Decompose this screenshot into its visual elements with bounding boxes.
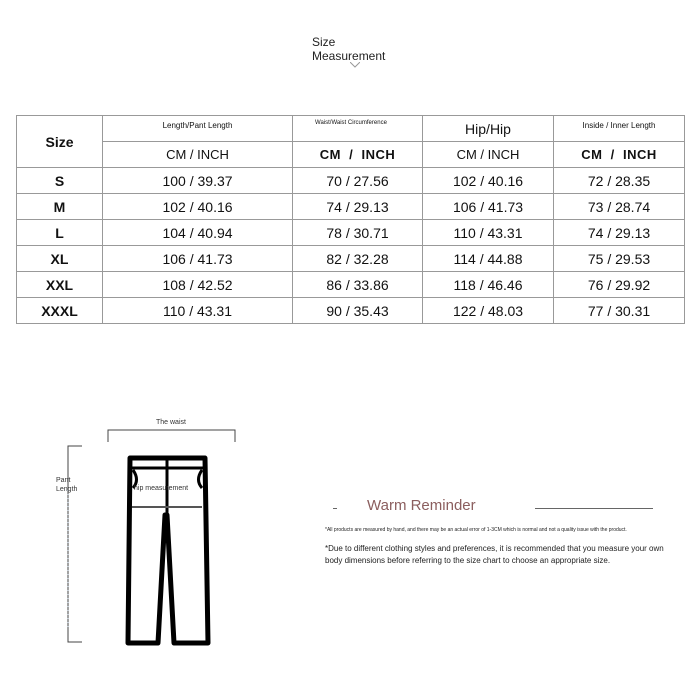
- measurement-cell: 77 / 30.31: [554, 298, 685, 324]
- size-cell: L: [17, 220, 103, 246]
- unit-label: CM / INCH: [554, 142, 685, 168]
- pants-diagram: [40, 400, 260, 660]
- measurement-cell: 90 / 35.43: [293, 298, 423, 324]
- measurement-cell: 75 / 29.53: [554, 246, 685, 272]
- measurement-cell: 118 / 46.46: [423, 272, 554, 298]
- length-label: Pant Length: [56, 477, 78, 493]
- unit-label: CM / INCH: [103, 142, 293, 168]
- table-row: [17, 168, 685, 194]
- page-title: [312, 35, 385, 63]
- measurement-cell: 73 / 28.74: [554, 194, 685, 220]
- measurement-cell: 110 / 43.31: [103, 298, 293, 324]
- measurement-cell: 102 / 40.16: [103, 194, 293, 220]
- title-line-1: Size: [312, 35, 336, 49]
- size-cell: S: [17, 168, 103, 194]
- measurement-cell: 78 / 30.71: [293, 220, 423, 246]
- measurement-cell: 106 / 41.73: [103, 246, 293, 272]
- measurement-cell: 114 / 44.88: [423, 246, 554, 272]
- pants-icon: [40, 400, 260, 660]
- measurement-cell: 72 / 28.35: [554, 168, 685, 194]
- table-row: [17, 246, 685, 272]
- reminder-note: *Due to different clothing styles and preferences, it is recommended that you measure your own body dimensions before referring to the size chart to choose an appropriate size.: [325, 544, 664, 565]
- hip-label: hip measurement: [134, 485, 189, 492]
- measurement-cell: 102 / 40.16: [423, 168, 554, 194]
- table-row: [17, 272, 685, 298]
- divider: [333, 508, 337, 509]
- measurement-cell: 74 / 29.13: [293, 194, 423, 220]
- unit-label: CM / INCH: [293, 142, 423, 168]
- reminder-note: *All products are measured by hand, and there may be an actual error of 1-3CM which is normal and not a quality issue with the product.: [325, 527, 627, 533]
- column-header: Length/Pant Length: [103, 116, 293, 142]
- size-cell: XXL: [17, 272, 103, 298]
- table-row: [17, 298, 685, 324]
- size-header: Size: [17, 116, 103, 168]
- measurement-cell: 86 / 33.86: [293, 272, 423, 298]
- measurement-cell: 122 / 48.03: [423, 298, 554, 324]
- chevron-down-icon: [350, 62, 360, 68]
- measurement-cell: 70 / 27.56: [293, 168, 423, 194]
- measurement-cell: 106 / 41.73: [423, 194, 554, 220]
- waist-label: The waist: [156, 419, 186, 426]
- measurement-cell: 82 / 32.28: [293, 246, 423, 272]
- size-cell: M: [17, 194, 103, 220]
- measurement-cell: 110 / 43.31: [423, 220, 554, 246]
- measurement-cell: 74 / 29.13: [554, 220, 685, 246]
- size-cell: XL: [17, 246, 103, 272]
- header-row: [17, 116, 685, 142]
- measurement-cell: 100 / 39.37: [103, 168, 293, 194]
- unit-row: [17, 142, 685, 168]
- divider: [535, 508, 653, 509]
- column-header: Waist/Waist Circumference: [293, 116, 423, 142]
- measurement-cell: 108 / 42.52: [103, 272, 293, 298]
- size-cell: XXXL: [17, 298, 103, 324]
- reminder-title: Warm Reminder: [367, 497, 476, 514]
- title-line-2: Measurement: [312, 49, 386, 63]
- column-header: Inside / Inner Length: [554, 116, 685, 142]
- measurement-cell: 76 / 29.92: [554, 272, 685, 298]
- table-row: [17, 220, 685, 246]
- size-chart-table: [16, 115, 685, 324]
- measurement-cell: 104 / 40.94: [103, 220, 293, 246]
- column-header: Hip/Hip: [423, 116, 554, 142]
- table-row: [17, 194, 685, 220]
- unit-label: CM / INCH: [423, 142, 554, 168]
